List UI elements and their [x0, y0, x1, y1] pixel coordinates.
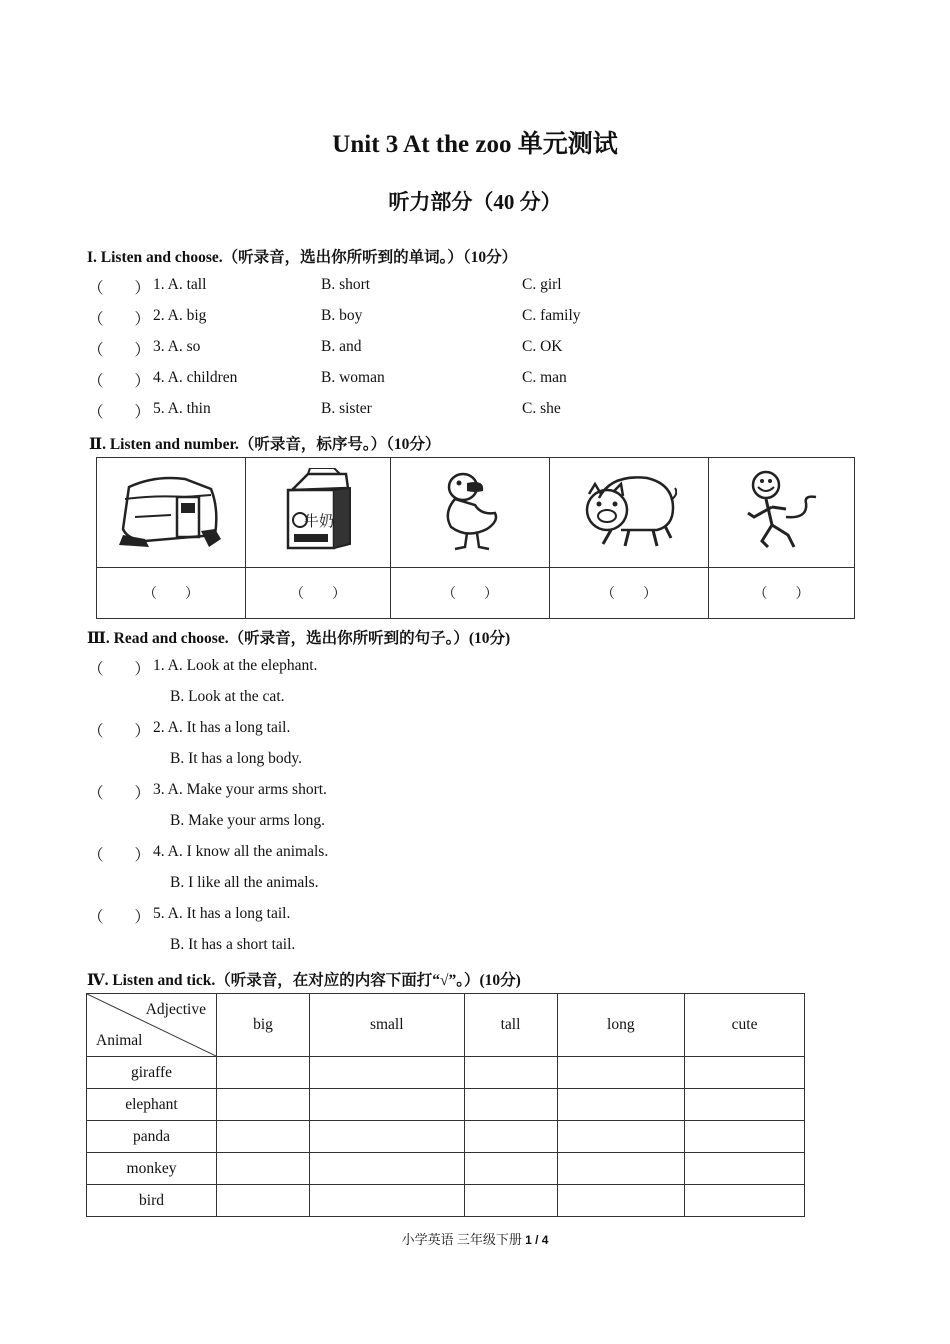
answer-blank[interactable]: （ ）: [246, 568, 391, 619]
section1-heading: I. Listen and choose.（听录音，选出你所听到的单词。）（10分）: [87, 249, 518, 266]
answer-blank[interactable]: （ ）: [88, 847, 151, 864]
page-title: Unit 3 At the zoo 单元测试: [332, 131, 618, 158]
table-row: [87, 1057, 805, 1089]
answer-blank[interactable]: （ ）: [88, 404, 151, 421]
animal-label: Animal: [96, 1032, 143, 1049]
option-a: 1. A. Look at the elephant.: [153, 657, 318, 674]
answer-blank[interactable]: （ ）: [88, 280, 151, 297]
monkey-icon: [742, 467, 822, 553]
corner-header: [87, 994, 217, 1057]
row-header: giraffe: [87, 1057, 217, 1089]
page-number: 1 / 4: [525, 1233, 549, 1247]
option-b: B. It has a short tail.: [170, 936, 296, 953]
answer-blank[interactable]: （ ）: [88, 909, 151, 926]
listening-subtitle: 听力部分（40 分）: [388, 190, 562, 214]
table-row: [87, 1185, 805, 1217]
column-header: cute: [685, 994, 805, 1057]
answer-blank[interactable]: （ ）: [391, 568, 550, 619]
picture-cell: [709, 458, 855, 568]
column-header: big: [217, 994, 310, 1057]
option-a: 2. A. It has a long tail.: [153, 719, 291, 736]
answer-blank[interactable]: （ ）: [709, 568, 855, 619]
tick-cell[interactable]: [557, 1153, 685, 1185]
tick-cell[interactable]: [557, 1057, 685, 1089]
row-header: elephant: [87, 1089, 217, 1121]
tick-cell[interactable]: [217, 1121, 310, 1153]
option-a: 3. A. Make your arms short.: [153, 781, 327, 798]
column-header: small: [309, 994, 464, 1057]
tick-cell[interactable]: [557, 1185, 685, 1217]
option-a: 4. A. I know all the animals.: [153, 843, 329, 860]
picture-cell: [97, 458, 246, 568]
tick-cell[interactable]: [309, 1153, 464, 1185]
answer-blank[interactable]: （ ）: [88, 373, 151, 390]
table-row: [87, 1153, 805, 1185]
row-header: monkey: [87, 1153, 217, 1185]
option-b: B. woman: [321, 369, 385, 386]
option-c: C. girl: [522, 276, 562, 293]
tick-cell[interactable]: [685, 1121, 805, 1153]
option-b: B. sister: [321, 400, 372, 417]
section4-heading: Ⅳ. Listen and tick.（听录音，在对应的内容下面打“√”。）(10分): [87, 972, 521, 989]
option-c: C. OK: [522, 338, 563, 355]
milk-label: 牛奶: [304, 512, 335, 530]
picture-cell: [550, 458, 709, 568]
table-row: [87, 1121, 805, 1153]
picture-cell: [391, 458, 550, 568]
option-a: 3. A. so: [153, 338, 201, 355]
tick-cell[interactable]: [309, 1185, 464, 1217]
row-header: panda: [87, 1121, 217, 1153]
tick-cell[interactable]: [464, 1121, 557, 1153]
tick-cell[interactable]: [464, 1153, 557, 1185]
tick-cell[interactable]: [217, 1089, 310, 1121]
page-footer: [0, 1229, 950, 1248]
tick-cell[interactable]: [217, 1153, 310, 1185]
tick-cell[interactable]: [217, 1185, 310, 1217]
tick-cell[interactable]: [685, 1089, 805, 1121]
option-b: B. I like all the animals.: [170, 874, 319, 891]
answer-blank[interactable]: （ ）: [97, 568, 246, 619]
answer-blank[interactable]: （ ）: [88, 785, 151, 802]
option-a: 4. A. children: [153, 369, 238, 386]
picture-cell: [246, 458, 391, 568]
tick-cell[interactable]: [217, 1057, 310, 1089]
option-c: C. family: [522, 307, 581, 324]
tick-table: [86, 993, 805, 1217]
answer-blank[interactable]: （ ）: [88, 342, 151, 359]
tick-cell[interactable]: [685, 1057, 805, 1089]
option-a: 2. A. big: [153, 307, 207, 324]
tick-cell[interactable]: [685, 1153, 805, 1185]
footer-text: 小学英语 三年级下册: [401, 1232, 526, 1247]
section3-heading: Ⅲ. Read and choose.（听录音，选出你所听到的句子。）(10分): [87, 630, 511, 647]
tick-cell[interactable]: [309, 1089, 464, 1121]
option-a: 5. A. thin: [153, 400, 211, 417]
bag-icon: [115, 469, 227, 551]
option-b: B. short: [321, 276, 371, 293]
milk-carton-icon: [278, 468, 358, 552]
answer-blank[interactable]: （ ）: [88, 311, 151, 328]
option-a: 5. A. It has a long tail.: [153, 905, 291, 922]
answer-blank[interactable]: （ ）: [550, 568, 709, 619]
row-header: bird: [87, 1185, 217, 1217]
option-b: B. boy: [321, 307, 363, 324]
column-header: tall: [464, 994, 557, 1057]
column-header: long: [557, 994, 685, 1057]
picture-table: [96, 457, 855, 619]
option-c: C. man: [522, 369, 567, 386]
tick-cell[interactable]: [557, 1089, 685, 1121]
answer-blank[interactable]: （ ）: [88, 661, 151, 678]
option-a: 1. A. tall: [153, 276, 207, 293]
tick-cell[interactable]: [557, 1121, 685, 1153]
pig-icon: [581, 468, 677, 552]
tick-cell[interactable]: [464, 1057, 557, 1089]
tick-cell[interactable]: [464, 1185, 557, 1217]
option-b: B. Make your arms long.: [170, 812, 325, 829]
table-row: [87, 1089, 805, 1121]
option-b: B. It has a long body.: [170, 750, 303, 767]
tick-cell[interactable]: [309, 1121, 464, 1153]
adjective-label: Adjective: [145, 1001, 206, 1018]
option-b: B. and: [321, 338, 362, 355]
tick-cell[interactable]: [464, 1089, 557, 1121]
answer-blank[interactable]: （ ）: [88, 723, 151, 740]
section2-heading: Ⅱ. Listen and number.（听录音，标序号。）（10分）: [89, 436, 441, 453]
option-c: C. she: [522, 400, 561, 417]
option-b: B. Look at the cat.: [170, 688, 285, 705]
tick-cell[interactable]: [685, 1185, 805, 1217]
duck-icon: [437, 469, 503, 551]
tick-cell[interactable]: [309, 1057, 464, 1089]
